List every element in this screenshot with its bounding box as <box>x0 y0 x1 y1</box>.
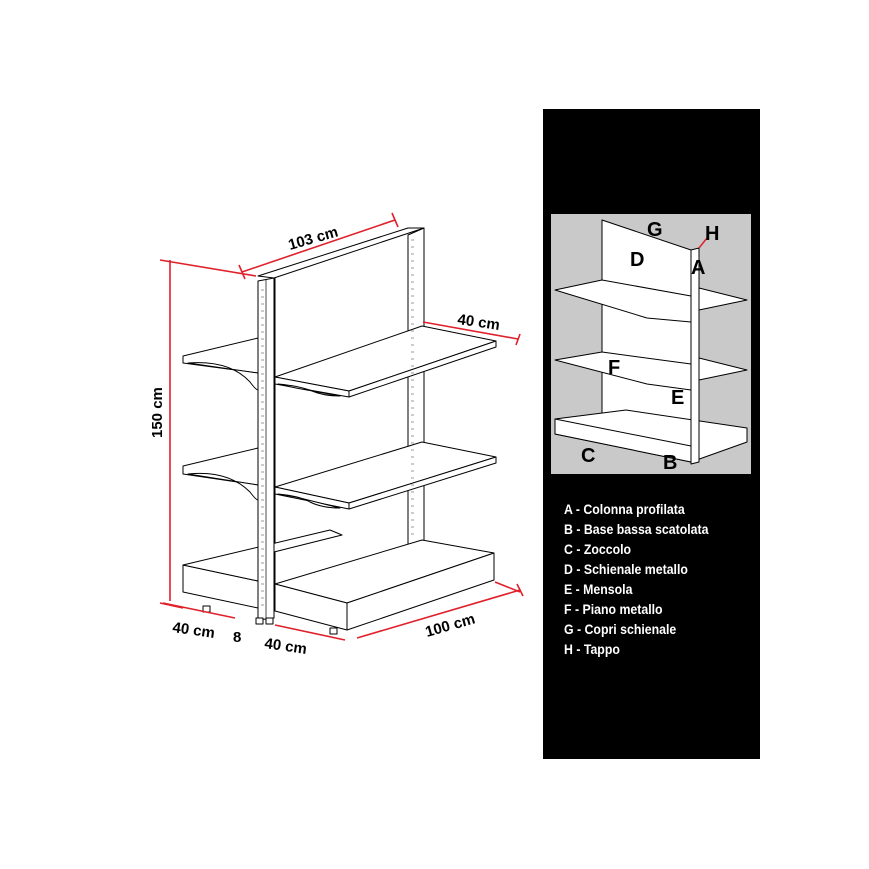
thumb-label-h: H <box>705 223 720 245</box>
thumb-label-a: A <box>691 257 706 279</box>
legend-item: F - Piano metallo <box>564 601 663 617</box>
thumb-label-d: D <box>630 249 645 271</box>
thumb-label-g: G <box>647 219 663 241</box>
dim-base-depth-left: 40 cm <box>171 619 216 642</box>
thumb-label-b: B <box>663 452 678 474</box>
legend-item: D - Schienale metallo <box>564 561 688 577</box>
thumb-right-shelf-low <box>699 358 747 380</box>
thumb-label-c: C <box>581 445 596 467</box>
foot <box>266 618 273 624</box>
legend-item: H - Tappo <box>564 641 620 657</box>
component-thumbnail <box>551 214 751 474</box>
dim-shelf-depth: 40 cm <box>456 311 501 334</box>
legend-item: G - Copri schienale <box>564 621 677 637</box>
legend-list <box>564 499 728 659</box>
thumb-right-shelf-top <box>699 288 747 310</box>
legend-item: C - Zoccolo <box>564 541 632 557</box>
thumb-back-panel <box>602 220 691 444</box>
rear-column <box>408 228 424 548</box>
foot <box>330 628 337 634</box>
thumb-label-f: F <box>608 357 621 379</box>
shelving-unit <box>183 228 496 634</box>
legend-item: B - Base bassa scatolata <box>564 521 709 537</box>
thumb-column <box>691 248 699 464</box>
thumbnail-drawing <box>551 214 751 474</box>
dim-column-width: 8 <box>233 629 242 646</box>
thumb-label-e: E <box>671 387 685 409</box>
dim-height: 150 cm <box>149 387 166 438</box>
dim-top-width: 103 cm <box>286 223 341 254</box>
legend-item: A - Colonna profilata <box>564 501 685 517</box>
legend-item: E - Mensola <box>564 581 633 597</box>
dim-base-length: 100 cm <box>423 610 478 641</box>
foot <box>256 618 263 624</box>
legend-panel <box>543 109 760 759</box>
dim-base-depth-right: 40 cm <box>263 635 308 658</box>
back-panel <box>275 228 422 586</box>
